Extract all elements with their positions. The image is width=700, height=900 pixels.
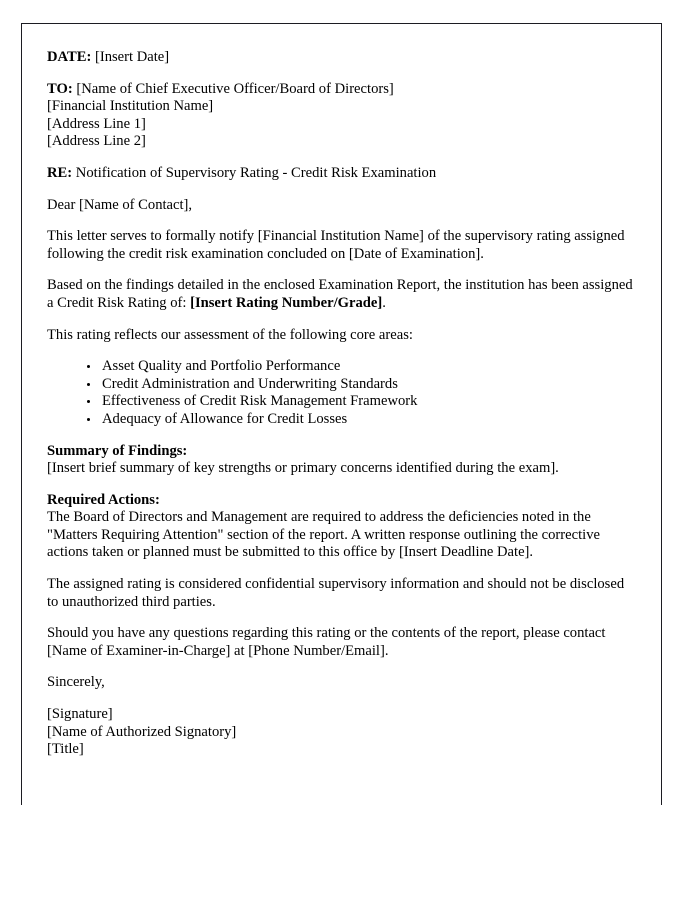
closing: Sincerely, (47, 674, 105, 691)
to-recipient: [Name of Chief Executive Officer/Board of Directors] (76, 80, 394, 97)
re-value: Notification of Supervisory Rating - Credit Risk Examination (75, 164, 437, 181)
rating-placeholder: [Insert Rating Number/Grade] (190, 294, 383, 311)
paragraph-confidentiality: The assigned rating is considered confidential supervisory information and should not be disclosed to unauthorized third parties. (47, 576, 625, 610)
summary-of-findings-heading: Summary of Findings: (47, 442, 188, 459)
summary-of-findings-block (47, 443, 639, 478)
date-value: [Insert Date] (94, 49, 170, 65)
to-institution-line: [Financial Institution Name] (47, 98, 214, 115)
paragraph-rating-text-after: . (382, 294, 386, 311)
re-label: RE: (47, 164, 73, 181)
paragraph-rating (47, 277, 639, 312)
list-item: • Credit Administration and Underwriting Standards (100, 376, 639, 394)
to-address-line-2: [Address Line 2] (47, 133, 146, 150)
required-actions-body: The Board of Directors and Management are required to address the deficiencies noted in the "Matters Requiring Attention" section of the report. A written response outlining the corrective actions taken or planned must be submitted to this office by [Insert Deadline Date]. (47, 509, 600, 561)
salutation: Dear [Name of Contact], (47, 196, 193, 213)
paragraph-contact: Should you have any questions regarding this rating or the contents of the report, please contact [Name of Examiner-in-Charge] at [Phone Number/Email]. (47, 625, 606, 659)
summary-of-findings-body: [Insert brief summary of key strengths or primary concerns identified during the exam]. (47, 460, 559, 477)
paragraph-rating-text-before: Based on the findings detailed in the enclosed Examination Report, the institution has been assigned a Credit Risk Rating of: (47, 277, 633, 311)
date-label: DATE: (47, 49, 92, 65)
paragraph-notify: This letter serves to formally notify [Financial Institution Name] of the supervisory rating assigned following the credit risk examination concluded on [Date of Examination]. (47, 228, 625, 262)
date-block (47, 49, 639, 67)
signatory-name: [Name of Authorized Signatory] (47, 723, 237, 740)
required-actions-block (47, 492, 639, 562)
signature-block (47, 706, 639, 759)
to-address-line-1: [Address Line 1] (47, 115, 146, 132)
letter-body (47, 49, 639, 759)
to-recipient-line (47, 81, 639, 99)
letter-page (21, 23, 662, 805)
signatory-title: [Title] (47, 741, 84, 758)
list-item: • Adequacy of Allowance for Credit Losses (100, 411, 639, 429)
signature-placeholder: [Signature] (47, 706, 113, 723)
to-block (47, 81, 639, 151)
list-item: • Effectiveness of Credit Risk Management Framework (100, 393, 639, 411)
core-areas-list (47, 358, 639, 428)
list-item: • Asset Quality and Portfolio Performance (100, 358, 639, 376)
re-block (47, 165, 639, 183)
core-areas-intro: This rating reflects our assessment of the following core areas: (47, 326, 413, 343)
required-actions-heading: Required Actions: (47, 491, 160, 508)
to-label: TO: (47, 80, 73, 97)
